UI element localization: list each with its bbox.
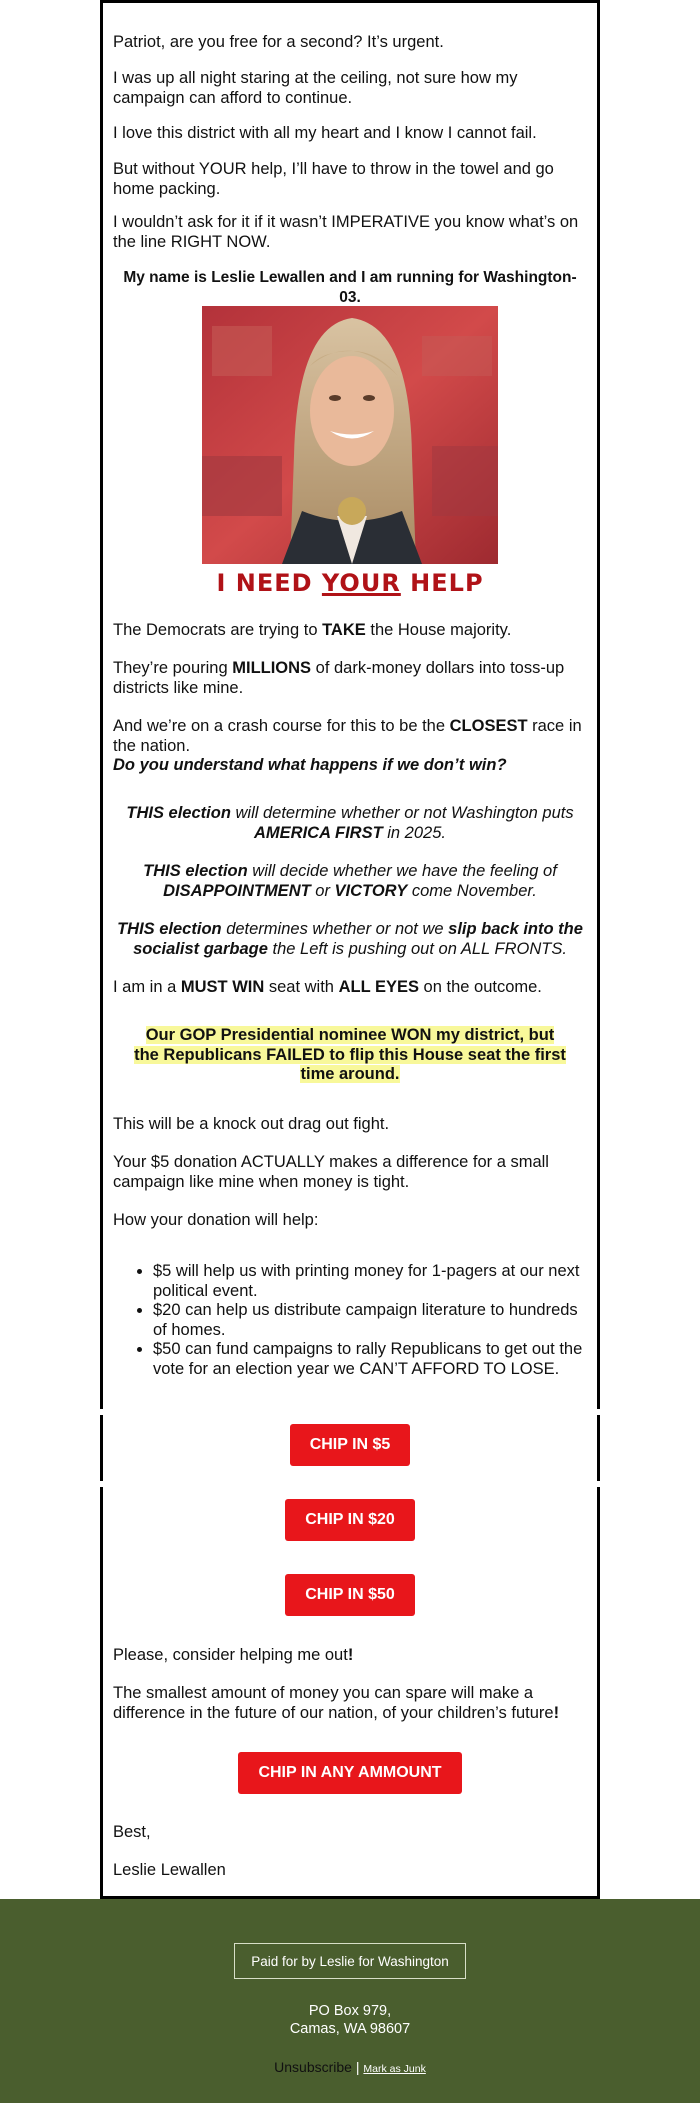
signoff-best: Best, (113, 1823, 151, 1841)
paragraph-election-3: THIS election determines whether or not we slip back into the socialist garbage the Left is pushing out on ALL FRONTS. (117, 920, 583, 958)
paid-for-box: Paid for by Leslie for Washington (234, 1943, 466, 1979)
mark-as-junk-link[interactable]: Mark as Junk (363, 2063, 426, 2075)
paragraph-please: Please, consider helping me out! (113, 1646, 354, 1664)
signature: Leslie Lewallen (113, 1861, 226, 1879)
intro-paragraph: I love this district with all my heart and I know I cannot fail. (113, 124, 537, 142)
unsubscribe-link[interactable]: Unsubscribe (274, 2059, 352, 2075)
button-row-5 (0, 1424, 700, 1466)
list-item: • $20 can help us distribute campaign literature to hundreds of homes. (153, 1301, 587, 1340)
paragraph-smallest: The smallest amount of money you can spare will make a difference in the future of our nation, of your children’s future! (113, 1684, 560, 1722)
list-item: • $5 will help us with printing money for 1-pagers at our next political event. (153, 1262, 587, 1301)
need-your-help-headline: I NEED YOUR HELP (216, 569, 484, 597)
paragraph-election-2: THIS election will decide whether we have the feeling of DISAPPOINTMENT or VICTORY come November. (143, 862, 557, 900)
intro-paragraph: But without YOUR help, I’ll have to throw in the towel and go home packing. (113, 160, 554, 198)
chip-in-20-button[interactable]: CHIP IN $20 (285, 1499, 415, 1541)
footer-links (0, 2059, 700, 2075)
button-row-50 (0, 1574, 700, 1616)
chip-in-any-amount-button[interactable]: CHIP IN ANY AMMOUNT (238, 1752, 462, 1794)
intro-paragraph: I was up all night staring at the ceiling, not sure how my campaign can afford to continue. (113, 69, 518, 107)
highlight-paragraph: Our GOP Presidential nominee WON my district, but the Republicans FAILED to flip this House seat the first time around. (134, 1026, 566, 1083)
paragraph-must-win: I am in a MUST WIN seat with ALL EYES on the outcome. (113, 978, 542, 996)
footer (0, 1899, 700, 2103)
button-row-any (0, 1752, 700, 1794)
chip-in-5-button[interactable]: CHIP IN $5 (290, 1424, 410, 1466)
intro-paragraph: I wouldn’t ask for it if it wasn’t IMPERATIVE you know what’s on the line RIGHT NOW. (113, 213, 579, 251)
footer-address (0, 2002, 700, 2038)
frame-gap (595, 1481, 602, 1487)
frame-gap (98, 1409, 105, 1415)
donation-list (113, 1262, 587, 1379)
paragraph-how-help: How your donation will help: (113, 1211, 319, 1229)
paragraph-election-1: THIS election will determine whether or not Washington puts AMERICA FIRST in 2025. (126, 804, 574, 842)
city-line: Camas, WA 98607 (289, 2021, 411, 2037)
paragraph-five-dollar: Your $5 donation ACTUALLY makes a difference for a small campaign like mine when money is tight. (113, 1153, 549, 1191)
paragraph-millions: They’re pouring MILLIONS of dark-money dollars into toss-up districts like mine. (113, 659, 565, 697)
paragraph-closest: And we’re on a crash course for this to be the CLOSEST race in the nation. Do you understand what happens if we don’t win? (113, 717, 582, 774)
frame-gap (595, 1409, 602, 1415)
button-row-20 (0, 1499, 700, 1541)
list-item: • $50 can fund campaigns to rally Republicans to get out the vote for an election year we CAN’T AFFORD TO LOSE. (153, 1340, 587, 1379)
link-separator: | (355, 2059, 360, 2075)
paragraph-democrats: The Democrats are trying to TAKE the House majority. (113, 621, 512, 639)
frame-gap (98, 1481, 105, 1487)
po-box: PO Box 979, (308, 2003, 392, 2019)
candidate-name-line: My name is Leslie Lewallen and I am running for Washington-03. (123, 269, 577, 306)
chip-in-50-button[interactable]: CHIP IN $50 (285, 1574, 415, 1616)
intro-paragraph: Patriot, are you free for a second? It’s urgent. (113, 33, 444, 51)
candidate-photo (202, 306, 498, 564)
paragraph-knockout: This will be a knock out drag out fight. (113, 1115, 390, 1133)
